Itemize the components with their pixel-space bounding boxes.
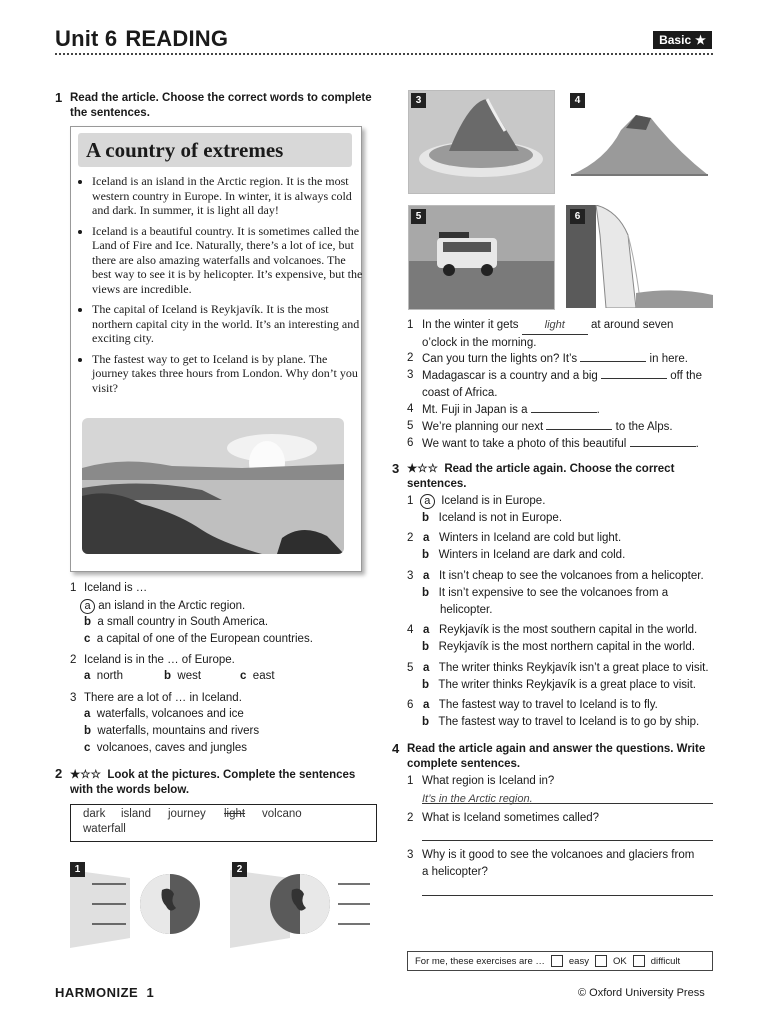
question-text: a helicopter? — [422, 866, 488, 878]
answer-line[interactable] — [422, 789, 713, 804]
item-number: 2 — [407, 532, 414, 544]
q1-number: 1 — [70, 582, 77, 594]
sentence-text: in here. — [649, 353, 688, 365]
ex3-item-2-b[interactable]: b Winters in Iceland are dark and cold. — [422, 549, 626, 561]
ex4-instruction — [407, 742, 717, 772]
ex3-item-6[interactable]: 6 a The fastest way to travel to Iceland is to fly. — [407, 699, 658, 711]
option-text: It isn’t expensive to see the volcanoes from a — [438, 587, 669, 599]
ex4-number: 4 — [392, 741, 400, 756]
picture-3-island — [408, 90, 555, 194]
ex4-q1-num: 1 — [407, 775, 414, 787]
sentence-text: We want to take a photo of this beautiful — [422, 438, 627, 450]
word-item: island — [121, 808, 152, 820]
option-text: east — [252, 670, 275, 682]
ex3-instruction-line2: sentences. — [407, 478, 467, 490]
option-text: volcanoes, caves and jungles — [96, 742, 248, 754]
sentence-text: coast of Africa. — [422, 387, 498, 399]
feedback-option: easy — [568, 955, 589, 967]
item-number: 5 — [407, 662, 414, 674]
option-text: west — [177, 670, 202, 682]
word-item-used: light — [224, 808, 246, 820]
ex2-sentence-6 — [422, 435, 717, 453]
blue-lagoon-photo — [82, 418, 344, 554]
sentence-text: Can you turn the lights on? It’s — [422, 353, 578, 365]
ex2-sentence-2 — [422, 350, 717, 368]
answer-text: light — [544, 319, 565, 331]
ex3-instruction-line1: Read the article again. Choose the correct — [444, 463, 675, 475]
easy-checkbox[interactable] — [551, 955, 563, 967]
picture-number: 5 — [411, 209, 426, 224]
sentence-text: to the Alps. — [615, 421, 673, 433]
ex2-sentence-1 — [422, 317, 717, 352]
ex3-item-4[interactable]: 4 a Reykjavík is the most southern capital in the world. — [407, 624, 698, 636]
feedback-option: difficult — [650, 955, 681, 967]
word-item: journey — [168, 808, 206, 820]
unit-label: Unit 6 — [55, 26, 118, 51]
ex3-item-5-b[interactable]: b The writer thinks Reykjavík is a great place to visit. — [422, 679, 696, 691]
sentence-text: Madagascar is a country and a big — [422, 370, 598, 382]
brand-logo — [55, 985, 154, 1000]
option-text: an island in the Arctic region. — [98, 600, 246, 612]
answer-blank[interactable] — [522, 317, 588, 335]
ex4-q3-text — [422, 847, 717, 881]
ex1-number: 1 — [55, 90, 63, 105]
sentence-text: . — [596, 404, 600, 416]
q1-option-c[interactable]: c a capital of one of the European countries. — [84, 633, 313, 645]
article-paragraph: • Iceland is a beautiful country. It is sometimes called the Land of Fire and Ice. Naturally, there’s a lot of ice, but there are also amazing waterfalls and volcanoes. The best way to see it is by helicopter. It’s expensive, but the views are incredible. — [92, 224, 364, 297]
option-text: The writer thinks Reykjavík is a great place to visit. — [438, 679, 696, 691]
ex2-s6-num: 6 — [407, 437, 414, 449]
header-divider — [55, 53, 713, 55]
q3-number: 3 — [70, 692, 77, 704]
ex2-instruction-line2: with the words below. — [70, 784, 190, 796]
ex2-instruction — [70, 768, 380, 798]
q2-stem: Iceland is in the … of Europe. — [84, 654, 235, 666]
sentence-text: at around seven — [590, 319, 674, 331]
q3-option-c[interactable]: c volcanoes, caves and jungles — [84, 742, 248, 754]
feedback-box — [407, 951, 713, 971]
picture-6-waterfall — [566, 205, 713, 308]
selected-circle: a — [80, 599, 95, 614]
q2-option-b[interactable]: b west — [164, 670, 202, 682]
word-box — [70, 804, 377, 842]
q3-stem: There are a lot of … in Iceland. — [84, 692, 242, 704]
difficulty-stars-icon: ★☆☆ — [70, 769, 101, 781]
option-text: waterfalls, mountains and rivers — [97, 725, 260, 737]
word-item: waterfall — [83, 823, 126, 835]
unit-title — [55, 26, 228, 52]
answer-blank[interactable] — [531, 401, 597, 413]
picture-number: 3 — [411, 93, 426, 108]
picture-number: 2 — [232, 862, 247, 877]
ok-checkbox[interactable] — [595, 955, 607, 967]
option-text: a capital of one of the European countries. — [96, 633, 313, 645]
feedback-option: OK — [612, 955, 627, 967]
option-text: a small country in South America. — [97, 616, 269, 628]
ex3-item-6-b[interactable]: b The fastest way to travel to Iceland is to go by ship. — [422, 716, 700, 728]
ex4-q3-num: 3 — [407, 849, 414, 861]
ex2-sentence-4 — [422, 401, 717, 419]
answer-blank[interactable] — [546, 418, 612, 430]
brand-name: HARMONIZE — [55, 985, 139, 1000]
picture-5-journey — [408, 205, 555, 310]
ex4-instruction-line1: Read the article again and answer the questions. Write — [407, 743, 706, 755]
ex2-s4-num: 4 — [407, 403, 414, 415]
ex3-item-4-b[interactable]: b Reykjavík is the most northern capital in the world. — [422, 641, 695, 653]
ex3-item-3[interactable]: 3 a It isn’t cheap to see the volcanoes from a helicopter. — [407, 570, 704, 582]
sentence-text: off the — [670, 370, 702, 382]
picture-2 — [230, 860, 375, 948]
ex1-instruction: Read the article. Choose the correct words to complete the sentences. — [70, 92, 372, 119]
answer-line[interactable] — [422, 826, 713, 841]
selected-circle[interactable]: a — [420, 494, 435, 509]
difficulty-stars-icon: ★☆☆ — [407, 463, 438, 475]
ex2-s2-num: 2 — [407, 352, 414, 364]
ex3-item-5[interactable]: 5 a The writer thinks Reykjavík isn’t a great place to visit. — [407, 662, 709, 674]
ex2-number: 2 — [55, 766, 63, 781]
item-number: 4 — [407, 624, 414, 636]
level-badge — [653, 31, 712, 49]
option-text: It isn’t cheap to see the volcanoes from a helicopter. — [439, 570, 704, 582]
ex4-q1-text: What region is Iceland in? — [422, 775, 555, 787]
option-text: Iceland is not in Europe. — [438, 512, 563, 524]
answer-blank[interactable] — [630, 435, 696, 447]
article-title: A country of extremes — [78, 133, 352, 167]
difficult-checkbox[interactable] — [633, 955, 645, 967]
option-text: waterfalls, volcanoes and ice — [96, 708, 244, 720]
q2-number: 2 — [70, 654, 77, 666]
article-paragraph: • The capital of Iceland is Reykjavík. It is the most northern capital city in the world. It’s an interesting and exciting city. — [92, 302, 364, 346]
q3-option-a[interactable]: a waterfalls, volcanoes and ice — [84, 708, 244, 720]
option-text: helicopter. — [440, 604, 493, 616]
ex4-q2-text: What is Iceland sometimes called? — [422, 812, 600, 824]
ex3-instruction — [407, 462, 717, 492]
option-text: The fastest way to travel to Iceland is to go by ship. — [438, 716, 700, 728]
option-text: Reykjavík is the most northern capital in the world. — [438, 641, 695, 653]
sentence-text: o’clock in the morning. — [422, 337, 537, 349]
picture-4-volcano — [566, 90, 713, 192]
answer-text: It’s in the Arctic region. — [422, 793, 533, 805]
option-text: Iceland is in Europe. — [441, 495, 546, 507]
item-number: 1 — [407, 495, 414, 507]
article-paragraph: • Iceland is an island in the Arctic region. It is the most western country in Europe. In winter, it is always cold and dark. In summer, it is light all day! — [92, 174, 364, 218]
question-text: Why is it good to see the volcanoes and glaciers from — [422, 849, 695, 861]
ex2-instruction-line1: Look at the pictures. Complete the sentences — [107, 769, 356, 781]
ex3-item-3-b[interactable]: b It isn’t expensive to see the volcanoes from a helicopter. — [422, 587, 669, 616]
word-item: dark — [83, 808, 106, 820]
q1-option-b[interactable]: b a small country in South America. — [84, 616, 269, 628]
item-number: 3 — [407, 570, 414, 582]
picture-1 — [70, 860, 205, 948]
q2-option-c[interactable]: c east — [240, 670, 275, 682]
sentence-text: . — [695, 438, 699, 450]
ex4-q2-num: 2 — [407, 812, 414, 824]
picture-number: 6 — [570, 209, 585, 224]
article-paragraph: • The fastest way to get to Iceland is by plane. The journey takes three hours from London. Why don’t you visit? — [92, 352, 364, 396]
ex2-s3-num: 3 — [407, 369, 414, 381]
picture-number: 1 — [70, 862, 85, 877]
ex2-s5-num: 5 — [407, 420, 414, 432]
q2-option-a[interactable]: a north — [84, 670, 124, 682]
ex2-sentence-3 — [422, 367, 717, 402]
star-icon: ★ — [695, 33, 706, 47]
sentence-text: In the winter it gets — [422, 319, 519, 331]
sentence-text: We’re planning our next — [422, 421, 544, 433]
answer-blank[interactable] — [601, 367, 667, 379]
article-text — [78, 174, 364, 401]
feedback-prompt: For me, these exercises are … — [415, 955, 545, 967]
sentence-text: Mt. Fuji in Japan is a — [422, 404, 528, 416]
ex3-item-1 — [407, 493, 545, 510]
q1-stem: Iceland is … — [84, 582, 148, 594]
option-text: north — [96, 670, 124, 682]
ex2-sentence-5 — [422, 418, 717, 436]
publisher-credit: © Oxford University Press — [578, 987, 705, 999]
option-text: The writer thinks Reykjavík isn’t a great place to visit. — [438, 662, 709, 674]
level-label: Basic — [659, 33, 692, 47]
item-number: 6 — [407, 699, 414, 711]
answer-line[interactable] — [422, 881, 713, 896]
picture-number: 4 — [570, 93, 585, 108]
ex4-instruction-line2: complete sentences. — [407, 758, 521, 770]
option-text: The fastest way to travel to Iceland is to fly. — [438, 699, 658, 711]
section-label: READING — [125, 26, 229, 51]
option-text: Reykjavík is the most southern capital in the world. — [439, 624, 698, 636]
option-text: Winters in Iceland are cold but light. — [439, 532, 622, 544]
ex3-item-2[interactable]: 2 a Winters in Iceland are cold but light. — [407, 532, 622, 544]
option-text: Winters in Iceland are dark and cold. — [438, 549, 626, 561]
ex3-number: 3 — [392, 461, 400, 476]
brand-level: 1 — [146, 985, 155, 1000]
q3-option-b[interactable]: b waterfalls, mountains and rivers — [84, 725, 260, 737]
ex3-item-1-b[interactable]: b Iceland is not in Europe. — [422, 512, 563, 524]
answer-blank[interactable] — [580, 350, 646, 362]
ex2-s1-num: 1 — [407, 319, 414, 331]
q1-option-a[interactable] — [80, 598, 245, 615]
word-item: volcano — [262, 808, 302, 820]
